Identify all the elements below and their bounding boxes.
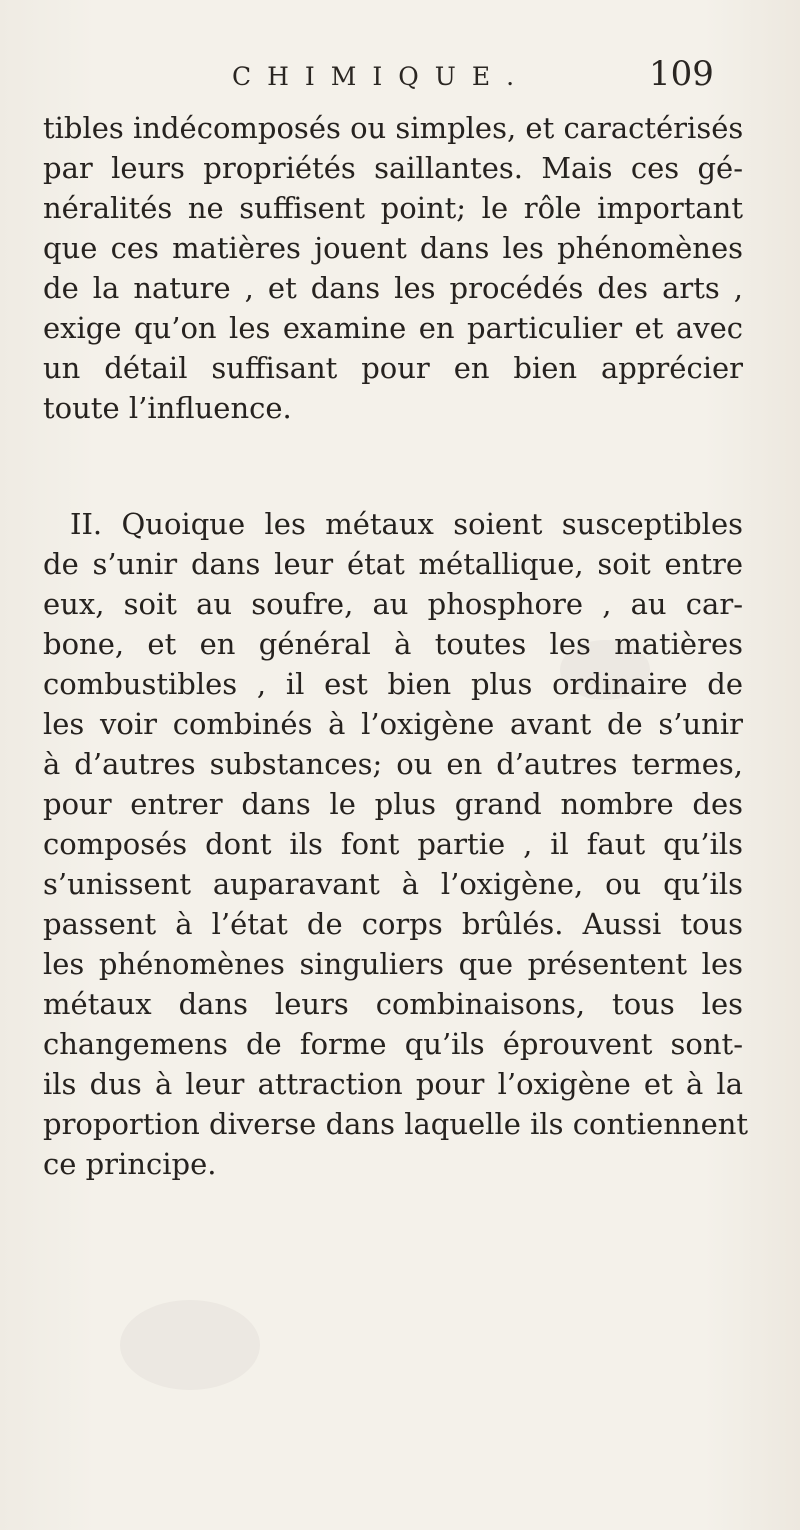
- text-line: s’unissent auparavant à l’oxigène, ou qu’ils: [43, 867, 743, 901]
- page-number: 109: [649, 54, 714, 94]
- text-line: les phénomènes singuliers que présentent les: [43, 947, 743, 981]
- text-line: pour entrer dans le plus grand nombre des: [43, 787, 743, 821]
- text-line: exige qu’on les examine en particulier et avec: [43, 311, 743, 345]
- text-line: ils dus à leur attraction pour l’oxigène et à la: [43, 1067, 743, 1101]
- text-line: changemens de forme qu’ils éprouvent sont-: [43, 1027, 743, 1061]
- text-line: II. Quoique les métaux soient susceptibles: [70, 507, 743, 541]
- text-line: de s’unir dans leur état métallique, soit entre: [43, 547, 743, 581]
- text-line: à d’autres substances; ou en d’autres termes,: [43, 747, 743, 781]
- text-line: ce principe.: [43, 1147, 217, 1181]
- text-line: que ces matières jouent dans les phénomènes: [43, 231, 743, 265]
- text-line: néralités ne suffisent point; le rôle important: [43, 191, 743, 225]
- text-line: bone, et en général à toutes les matières: [43, 627, 743, 661]
- text-line: passent à l’état de corps brûlés. Aussi tous: [43, 907, 743, 941]
- text-line: proportion diverse dans laquelle ils contiennent: [43, 1107, 749, 1141]
- text-line: eux, soit au soufre, au phosphore , au car-: [43, 587, 743, 621]
- text-line: combustibles , il est bien plus ordinaire de: [43, 667, 743, 701]
- text-line: un détail suffisant pour en bien apprécier: [43, 351, 743, 385]
- text-line: toute l’influence.: [43, 391, 292, 425]
- running-head: CHIMIQUE.: [232, 62, 531, 91]
- text-line: composés dont ils font partie , il faut qu’ils: [43, 827, 743, 861]
- text-line: métaux dans leurs combinaisons, tous les: [43, 987, 743, 1021]
- text-line: de la nature , et dans les procédés des arts ,: [43, 271, 743, 305]
- text-line: les voir combinés à l’oxigène avant de s’unir: [43, 707, 743, 741]
- text-line: tibles indécomposés ou simples, et caractérisés: [43, 111, 744, 145]
- text-line: par leurs propriétés saillantes. Mais ces gé-: [43, 151, 743, 185]
